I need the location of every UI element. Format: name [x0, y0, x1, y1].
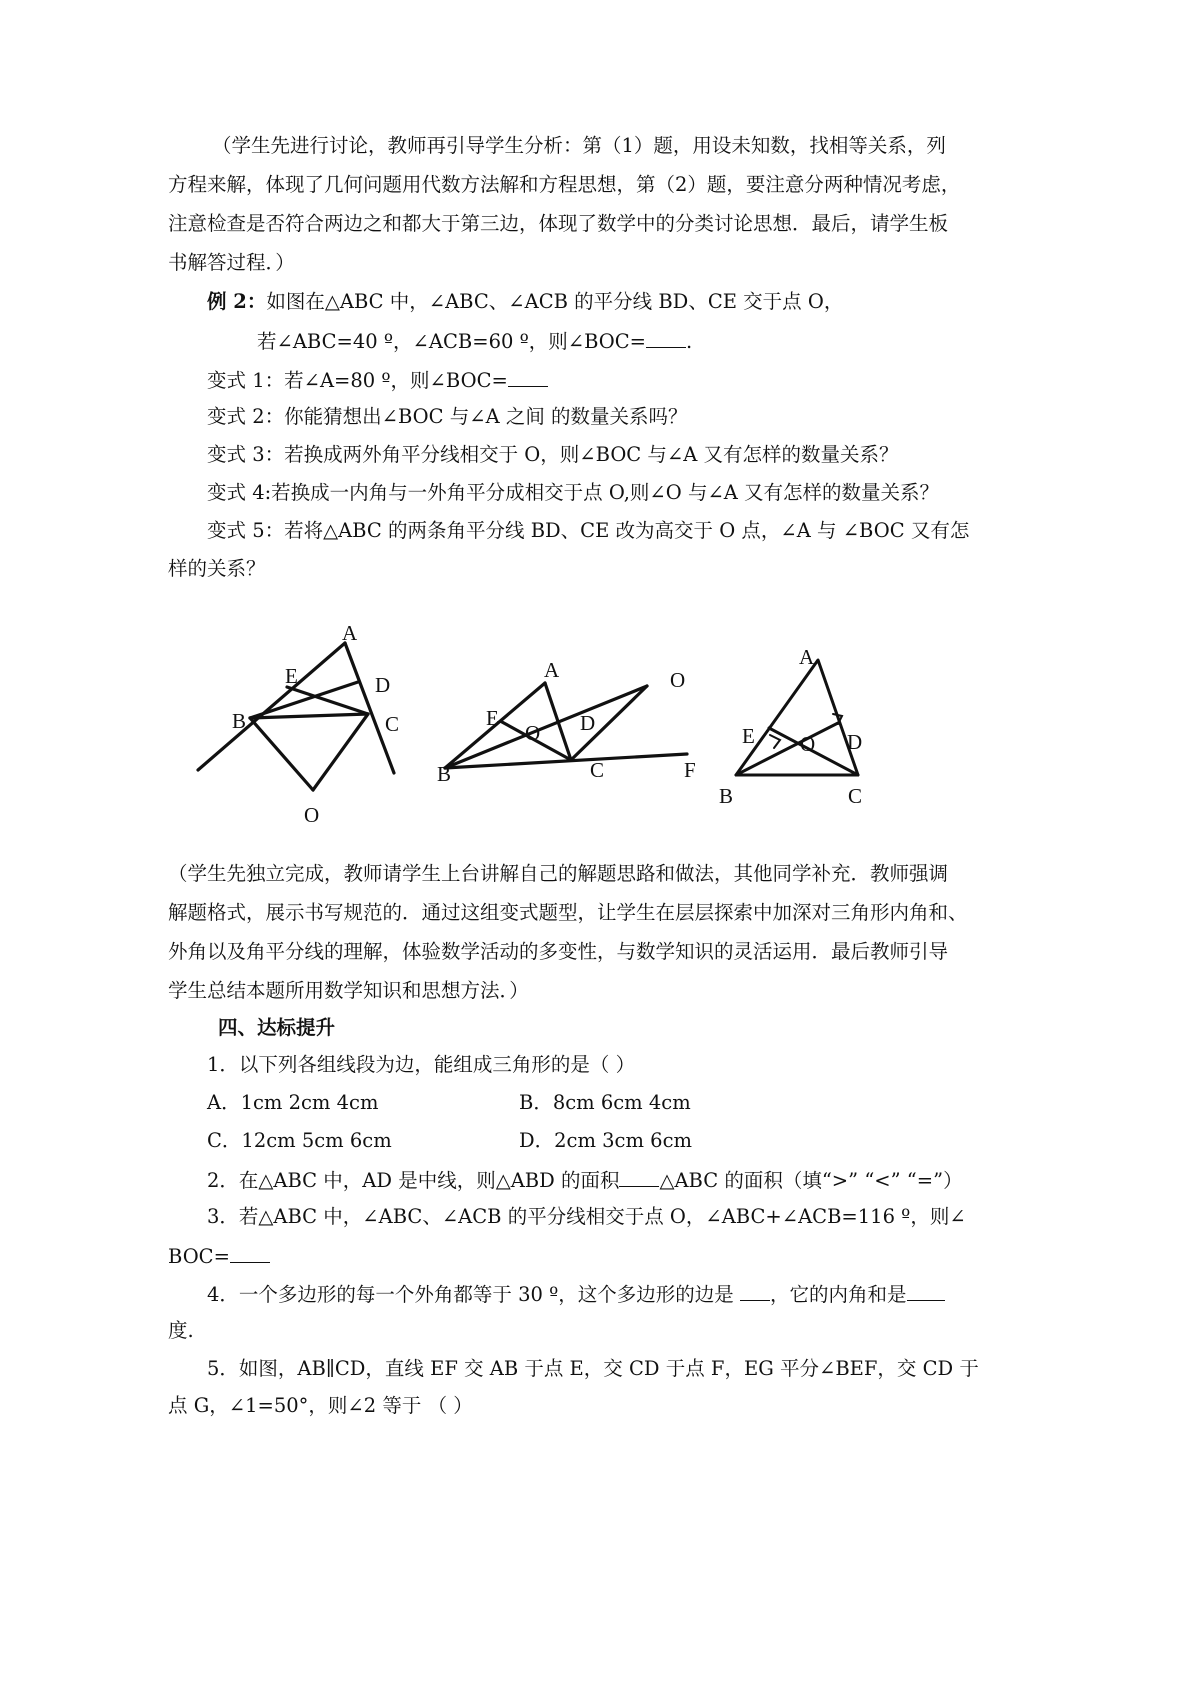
section-4-title: 四、达标提升: [218, 1016, 336, 1039]
variant-2: 变式 2：你能猜想出∠BOC 与∠A 之间 的数量关系吗？: [207, 405, 688, 428]
example-2-period: .: [686, 330, 693, 353]
variant-1-text: 变式 1：若∠A=80 º，则∠BOC=: [207, 369, 508, 392]
question-2: [207, 1166, 963, 1194]
answer-blank: [907, 1280, 945, 1301]
answer-blank: [740, 1280, 770, 1301]
answer-blank: [230, 1242, 270, 1263]
fig2-label-C: C: [590, 758, 605, 782]
fig2-label-D: D: [580, 711, 596, 735]
intro-line-2: 方程来解，体现了几何问题用代数方法解和方程思想，第（2）题，要注意分两种情况考虑，: [168, 173, 961, 196]
question-4-line-2: 度.: [168, 1319, 194, 1342]
variant-5-line-1: 变式 5：若将△ABC 的两条角平分线 BD、CE 改为高交于 O 点，∠A 与 ∠BOC 又有怎: [207, 519, 970, 542]
fig2-label-O-inner: O: [525, 721, 541, 745]
fig3-label-E: E: [742, 724, 755, 748]
question-4-text-b: ，它的内角和是: [770, 1283, 907, 1306]
question-2-text-b: △ABC 的面积（填“>” “<” “=”）: [659, 1169, 963, 1192]
fig3-label-D: D: [847, 730, 863, 754]
variant-5-line-2: 样的关系？: [168, 557, 266, 580]
question-2-text-a: 2．在△ABC 中，AD 是中线，则△ABD 的面积: [207, 1169, 620, 1192]
question-3-line-1: 3．若△ABC 中，∠ABC、∠ACB 的平分线相交于点 O，∠ABC+∠ACB=116 º，则∠: [207, 1205, 966, 1228]
fig3-label-B: B: [719, 784, 734, 808]
variant-3: 变式 3：若换成两外角平分线相交于 O，则∠BOC 与∠A 又有怎样的数量关系？: [207, 443, 899, 466]
question-1-stem: 1．以下列各组线段为边，能组成三角形的是（ ）: [207, 1053, 636, 1076]
fig3-label-A: A: [799, 645, 815, 669]
question-5-line-2: 点 G，∠1=50°，则∠2 等于 （ ）: [168, 1394, 473, 1417]
question-4-text-a: 4．一个多边形的每一个外角都等于 30 º，这个多边形的边是: [207, 1283, 740, 1306]
fig1-label-A: A: [342, 621, 358, 645]
intro-line-1: （学生先进行讨论，教师再引导学生分析：第（1）题，用设未知数，找相等关系，列: [212, 134, 946, 157]
question-3-line-2: [168, 1242, 270, 1270]
fig2-label-B: B: [437, 762, 452, 786]
fig2-label-F: F: [684, 758, 696, 782]
figure-2: [445, 683, 687, 768]
fig3-label-C: C: [848, 784, 863, 808]
summary-line-3: 外角以及角平分线的理解，体验数学活动的多变性，与数学知识的灵活运用．最后教师引导: [168, 940, 949, 963]
question-1-option-a: A．1cm 2cm 4cm: [207, 1091, 379, 1114]
fig2-label-O-outer: O: [670, 668, 686, 692]
intro-line-4: 书解答过程．）: [168, 251, 295, 274]
fig1-label-C: C: [385, 712, 400, 736]
fig1-label-B: B: [232, 709, 247, 733]
summary-line-2: 解题格式，展示书写规范的．通过这组变式题型，让学生在层层探索中加深对三角形内角和、: [168, 901, 968, 924]
fig2-label-A: A: [544, 658, 560, 682]
question-4-line-1: [207, 1280, 945, 1308]
question-3-text-b: BOC=: [168, 1245, 230, 1268]
example-2-label: 例 2：: [207, 290, 267, 313]
example-2-text: 如图在△ABC 中，∠ABC、∠ACB 的平分线 BD、CE 交于点 O，: [266, 290, 844, 313]
figure-3: [736, 660, 858, 775]
example-2-condition: 若∠ABC=40 º，∠ACB=60 º，则∠BOC=: [257, 330, 647, 353]
fig1-label-E: E: [285, 664, 298, 688]
question-1-option-b: B．8cm 6cm 4cm: [519, 1091, 691, 1114]
question-1-option-d: D．2cm 3cm 6cm: [519, 1129, 692, 1152]
summary-line-1: （学生先独立完成，教师请学生上台讲解自己的解题思路和做法，其他同学补充．教师强调: [168, 862, 949, 885]
fig1-label-D: D: [375, 673, 391, 697]
fig1-label-O: O: [304, 803, 320, 827]
answer-blank: [619, 1166, 659, 1187]
question-5-line-1: 5．如图，AB∥CD，直线 EF 交 AB 于点 E，交 CD 于点 F，EG 平分∠BEF，交 CD 于: [207, 1357, 979, 1380]
variant-4: 变式 4:若换成一内角与一外角平分成相交于点 O,则∠O 与∠A 又有怎样的数量关系？: [207, 481, 940, 504]
intro-line-3: 注意检查是否符合两边之和都大于第三边，体现了数学中的分类讨论思想．最后，请学生板: [168, 212, 949, 235]
summary-line-4: 学生总结本题所用数学知识和思想方法．）: [168, 979, 529, 1002]
question-1-option-c: C．12cm 5cm 6cm: [207, 1129, 392, 1152]
fig3-label-O: O: [800, 732, 816, 756]
fig2-label-E: E: [486, 706, 499, 730]
